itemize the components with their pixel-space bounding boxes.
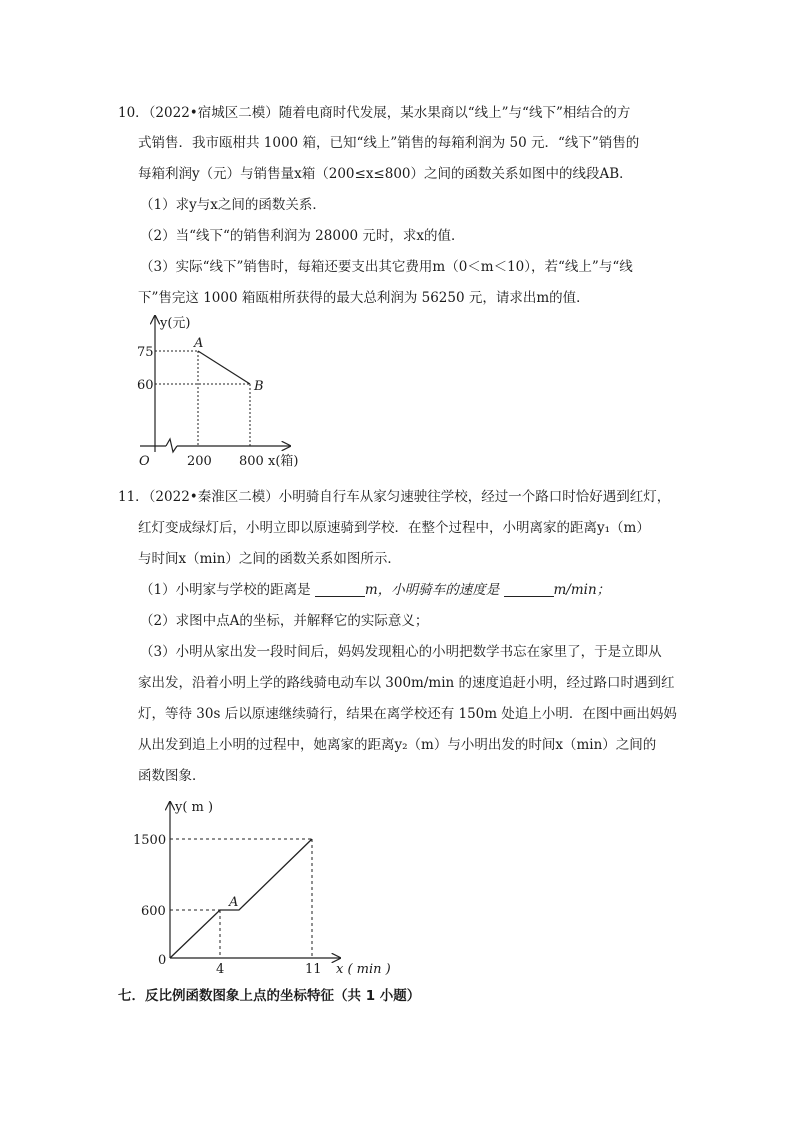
q10-line3: 每箱利润y（元）与销售量x箱（200≤x≤800）之间的函数关系如图中的线段AB． xyxy=(138,166,633,182)
q11-part3d: 从出发到追上小明的过程中，她离家的距离y₂（m）与小明出发的时间x（min）之间的 xyxy=(138,737,657,753)
q11-graph-line xyxy=(170,839,312,958)
q10-y-tick-75: 75 xyxy=(137,345,154,360)
q11-y-label: y( m ) xyxy=(175,800,214,815)
q11-part3a: （3）小明从家出发一段时间后，妈妈发现粗心的小明把数学书忘在家里了，于是立即从 xyxy=(140,644,662,660)
q11-y-tick-1500: 1500 xyxy=(133,833,167,848)
q11-part1-c: m/min； xyxy=(553,582,611,598)
q10-part3a: （3）实际“线下”销售时，每箱还要支出其它费用m（0＜m＜10），若“线上”与“线 xyxy=(140,259,633,275)
q10-x-label: x(箱) xyxy=(268,454,299,469)
q11-line1: 11．（2022•秦淮区二模）小明骑自行车从家匀速驶往学校，经过一个路口时恰好遇到红灯， xyxy=(118,489,671,505)
section-7-title: 七．反比例函数图象上点的坐标特征（共 1 小题） xyxy=(118,988,421,1004)
q10-origin: O xyxy=(139,454,150,469)
q11-part2: （2）求图中点A的坐标，并解释它的实际意义； xyxy=(140,613,429,629)
q11-origin: 0 xyxy=(158,953,167,968)
q10-y-label: y(元) xyxy=(160,316,191,331)
q11-part3c: 灯，等待 30s 后以原速继续骑行，结果在离学校还有 150m 处追上小明．在图中画出妈妈 xyxy=(138,706,677,722)
q10-part3b: 下”售完这 1000 箱瓯柑所获得的最大总利润为 56250 元，请求出m的值． xyxy=(138,290,590,306)
q10-part1: （1）求y与x之间的函数关系． xyxy=(140,197,326,213)
q10-x-tick-800: 800 xyxy=(239,454,264,469)
q11-part3b: 家出发，沿着小明上学的路线骑电动车以 300m/min 的速度追赶小明，经过路口时遇到红 xyxy=(138,675,675,691)
q10-point-a: A xyxy=(194,336,204,351)
q10-part2: （2）当“线下“的销售利润为 28000 元时，求x的值． xyxy=(140,228,465,244)
q11-x-tick-4: 4 xyxy=(216,962,225,977)
q11-x-tick-11: 11 xyxy=(305,962,322,977)
q11-part1-b: m，小明骑车的速度是 xyxy=(364,582,500,598)
q11-y-tick-600: 600 xyxy=(141,904,166,919)
q11-line3: 与时间x（min）之间的函数关系如图所示． xyxy=(138,551,401,567)
q10-line2: 式销售．我市瓯柑共 1000 箱，已知“线上”销售的每箱利润为 50 元．“线下”销售的 xyxy=(138,135,640,151)
q11-part1-a: （1）小明家与学校的距离是 xyxy=(140,582,311,598)
q11-part3e: 函数图象． xyxy=(138,768,206,784)
q11-x-label: x ( min ) xyxy=(336,962,391,977)
q11-line2: 红灯变成绿灯后，小明立即以原速骑到学校．在整个过程中，小明离家的距离y₁（m） xyxy=(138,520,650,536)
q10-line1: 10．（2022•宿城区二模）随着电商时代发展，某水果商以“线上”与“线下”相结合的方 xyxy=(118,105,631,121)
q10-point-b: B xyxy=(254,379,264,394)
q10-x-tick-200: 200 xyxy=(187,454,212,469)
q11-point-a: A xyxy=(229,895,239,910)
q10-y-tick-60: 60 xyxy=(137,378,154,393)
